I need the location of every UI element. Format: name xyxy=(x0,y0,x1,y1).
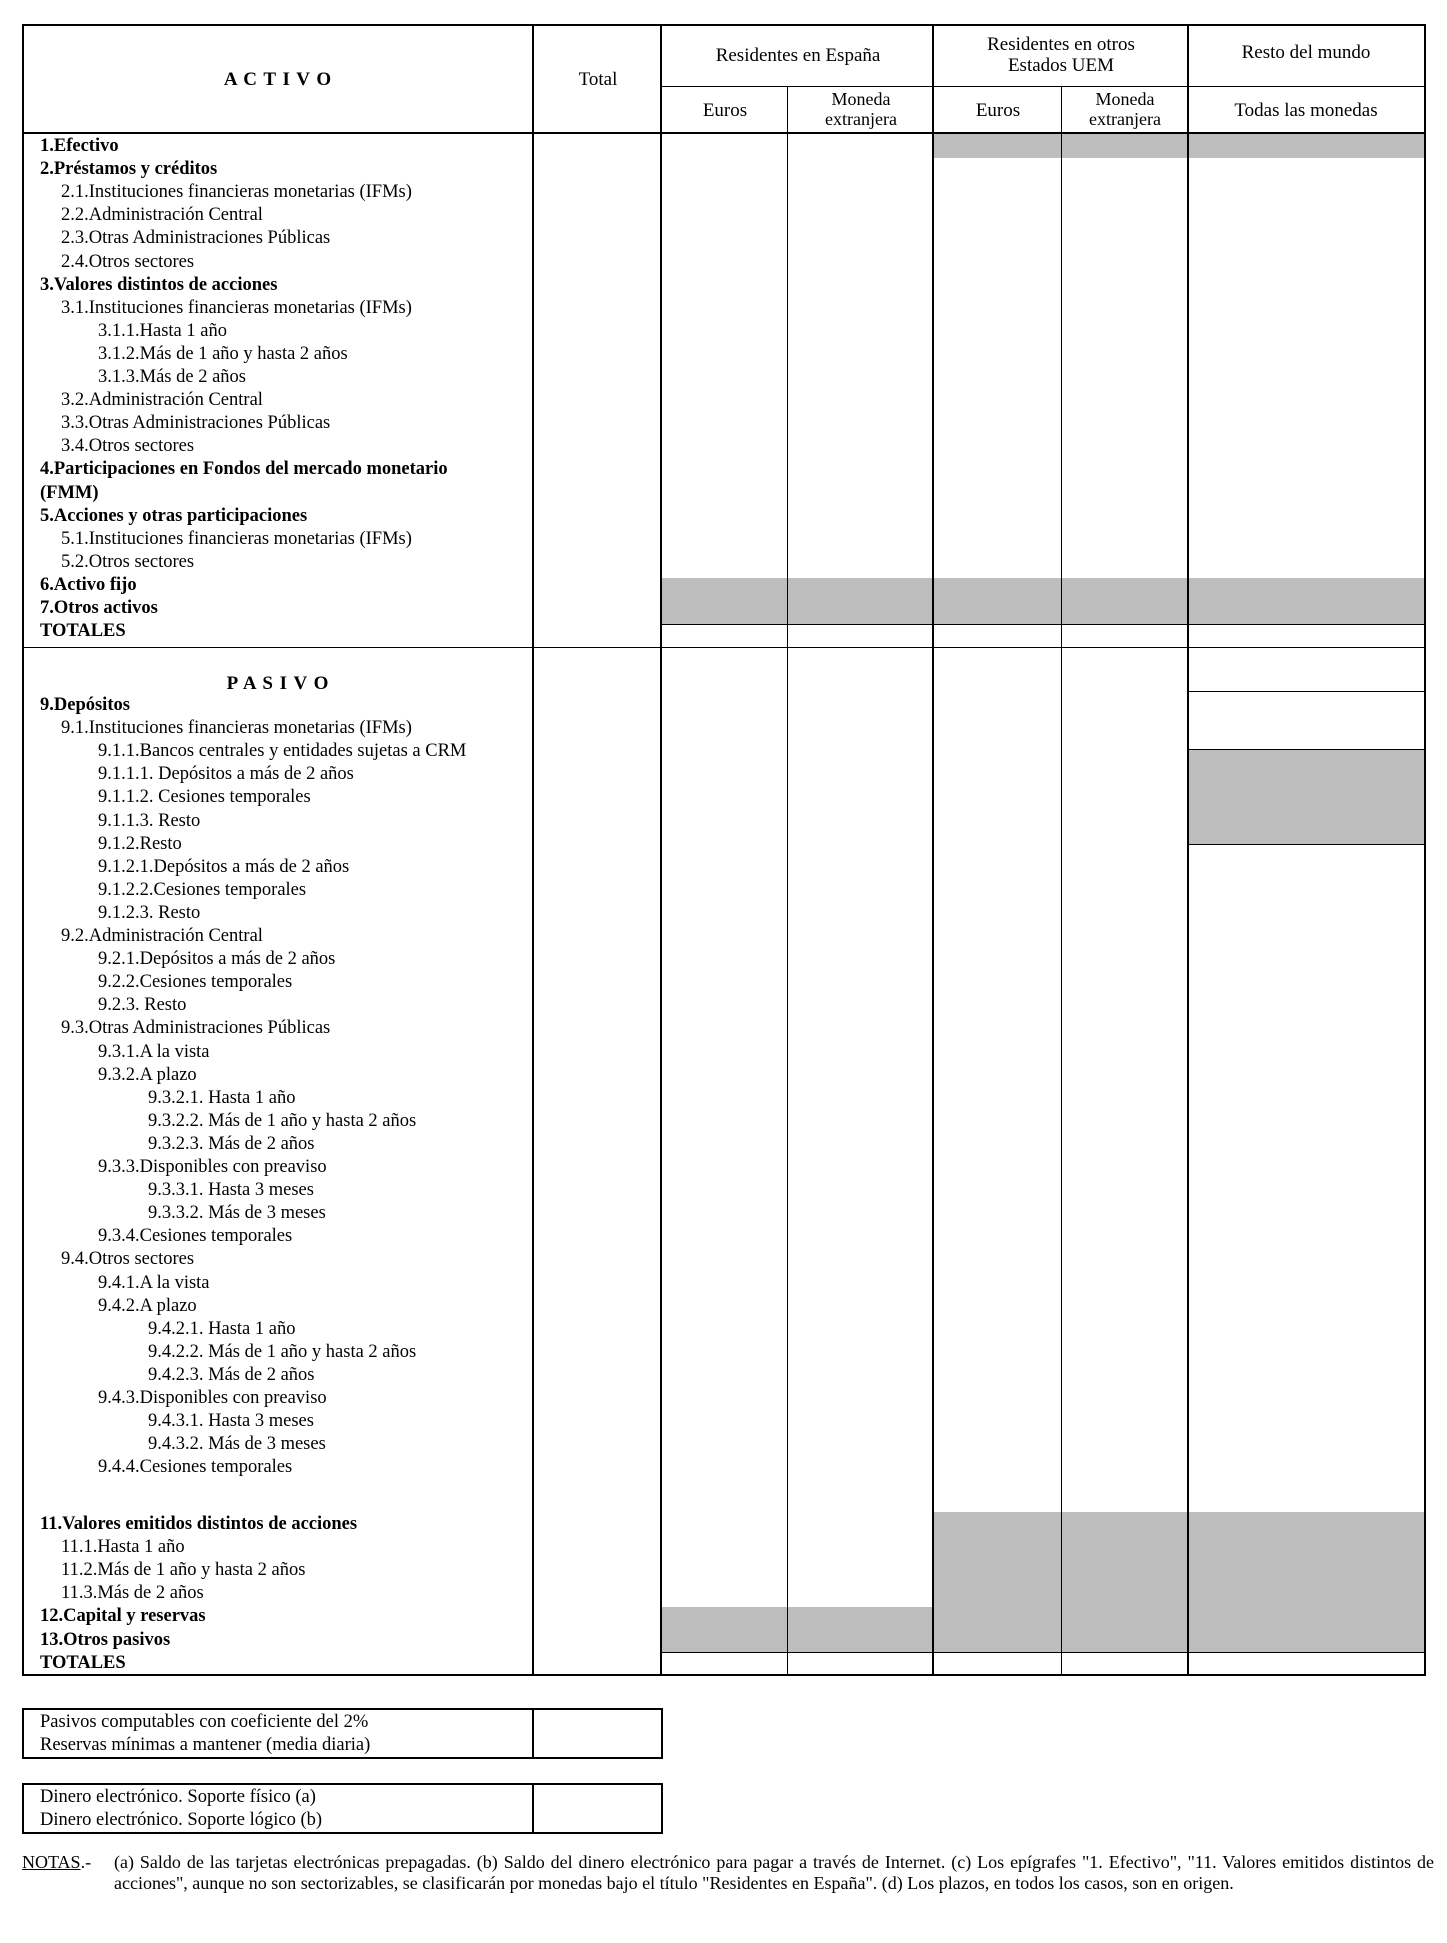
shade-capital-reservas xyxy=(662,1607,934,1652)
row-label: 9.4.3.2. Más de 3 meses xyxy=(148,1434,326,1455)
row-label: 3.1.1.Hasta 1 año xyxy=(98,320,227,341)
row-label: 9.4.1.A la vista xyxy=(98,1272,210,1293)
row-label: 9.1.Instituciones financieras monetarias (IFMs) xyxy=(61,718,412,739)
reservas-minimas-label: Reservas mínimas a mantener (media diaria) xyxy=(40,1735,371,1755)
row-label: (FMM) xyxy=(40,482,99,503)
moneda-espana-header: Moneda extranjera xyxy=(825,89,897,129)
row-label: 9.1.1.1. Depósitos a más de 2 años xyxy=(98,764,354,785)
row-label: 9.2.Administración Central xyxy=(61,926,263,946)
row-label: 9.4.3.Disponibles con preaviso xyxy=(98,1388,327,1408)
row-label: 3.2.Administración Central xyxy=(61,390,263,411)
row-label: 6.Activo fijo xyxy=(40,574,137,595)
row-label: 9.3.1.A la vista xyxy=(98,1041,210,1062)
residentes-espana-header: Residentes en España xyxy=(715,44,881,66)
pasivo-header: P A S I V O xyxy=(226,672,330,694)
activo-totales-line xyxy=(662,624,1424,625)
row-label: 9.3.3.1. Hasta 3 meses xyxy=(148,1180,314,1201)
row-label: 7.Otros activos xyxy=(40,598,158,618)
row-label: 5.2.Otros sectores xyxy=(61,551,195,572)
row-label: 9.3.2.1. Hasta 1 año xyxy=(148,1087,296,1108)
activo-header: A C T I V O xyxy=(223,68,333,90)
pasivo-totales-line xyxy=(662,1652,1424,1653)
row-label: 9.1.2.3. Resto xyxy=(98,902,201,923)
resto-mundo-header: Resto del mundo xyxy=(1241,41,1371,63)
row-label: TOTALES xyxy=(40,621,126,642)
row-label: 2.1.Instituciones financieras monetarias (IFMs) xyxy=(61,182,412,203)
row-label: 9.2.3. Resto xyxy=(98,995,187,1016)
row-label: 11.3.Más de 2 años xyxy=(61,1583,204,1604)
row-label: 13.Otros pasivos xyxy=(40,1629,171,1650)
row-label: 9.3.Otras Administraciones Públicas xyxy=(61,1018,331,1039)
shade-bancos-centrales xyxy=(1188,749,1424,844)
row-label: 9.3.2.2. Más de 1 año y hasta 2 años xyxy=(148,1110,417,1131)
row-label: 3.1.2.Más de 1 año y hasta 2 años xyxy=(98,343,348,364)
row-label: 9.4.Otros sectores xyxy=(61,1249,195,1270)
row-label: 9.4.4.Cesiones temporales xyxy=(98,1457,293,1478)
row-label: 9.4.3.1. Hasta 3 meses xyxy=(148,1411,314,1432)
col-line xyxy=(1187,24,1189,1676)
row-label: 5.1.Instituciones financieras monetarias (IFMs) xyxy=(61,528,412,549)
notas-label xyxy=(22,1852,91,1873)
row-label: 3.1.Instituciones financieras monetarias (IFMs) xyxy=(61,297,412,318)
header-subline xyxy=(662,86,1424,87)
row-label: 11.2.Más de 1 año y hasta 2 años xyxy=(61,1560,306,1581)
reservas-box-divider xyxy=(532,1708,534,1759)
shade-activo-fijo-otros xyxy=(662,578,1424,624)
row-label: 12.Capital y reservas xyxy=(40,1606,206,1627)
row-label: 3.3.Otras Administraciones Públicas xyxy=(61,413,331,434)
euros-espana-header: Euros xyxy=(702,99,748,121)
row-label: 9.4.2.A plazo xyxy=(98,1295,197,1316)
row-label: TOTALES xyxy=(40,1652,126,1673)
row-label: 11.1.Hasta 1 año xyxy=(61,1537,185,1558)
row-label: 3.1.3.Más de 2 años xyxy=(98,367,246,387)
row-label: 1.Efectivo xyxy=(40,136,119,156)
total-header: Total xyxy=(578,68,618,90)
row-label: 9.1.1.3. Resto xyxy=(98,810,201,831)
col-line xyxy=(787,86,788,1676)
row-label: 9.3.2.3. Más de 2 años xyxy=(148,1133,315,1154)
shade-valores-emitidos xyxy=(934,1512,1424,1652)
row-label: 3.Valores distintos de acciones xyxy=(40,274,278,295)
row-label: 9.3.3.2. Más de 3 meses xyxy=(148,1203,326,1224)
row-label: 5.Acciones y otras participaciones xyxy=(40,505,308,526)
moneda-uem-header: Moneda extranjera xyxy=(1089,89,1161,129)
soporte-logico-label: Dinero electrónico. Soporte lógico (b) xyxy=(40,1810,323,1830)
row-label: 9.1.2.2.Cesiones temporales xyxy=(98,879,307,900)
row-label: 9.1.1.2. Cesiones temporales xyxy=(98,787,311,808)
row-label: 4.Participaciones en Fondos del mercado monetario xyxy=(40,459,448,480)
pasivos-computables-label: Pasivos computables con coeficiente del 2% xyxy=(40,1712,369,1732)
row-label: 9.4.2.1. Hasta 1 año xyxy=(148,1318,296,1339)
row-label: 3.4.Otros sectores xyxy=(61,436,195,457)
notas-title: NOTAS xyxy=(22,1852,81,1872)
row-label: 9.4.2.2. Más de 1 año y hasta 2 años xyxy=(148,1341,417,1362)
row-label: 2.Préstamos y créditos xyxy=(40,159,218,180)
row-label: 9.1.2.Resto xyxy=(98,833,182,854)
residentes-uem-header: Residentes en otros Estados UEM xyxy=(987,34,1135,76)
notas-text: (a) Saldo de las tarjetas electrónicas prepagadas. (b) Saldo del dinero electrónico para pagar a través de Internet. (c) Los epígrafes "1. Efectivo", "11. Valores emitidos distintos de acciones", aunque no son sectorizables, se clasificarán por monedas bajo el título "Residentes en España". (d) Los plazos, en todos los casos, son en origen. xyxy=(114,1852,1434,1893)
col-line xyxy=(532,24,534,1676)
euros-uem-header: Euros xyxy=(975,99,1021,121)
dinero-box-divider xyxy=(532,1783,534,1834)
row-label: 9.1.1.Bancos centrales y entidades sujetas a CRM xyxy=(98,741,467,762)
soporte-fisico-label: Dinero electrónico. Soporte físico (a) xyxy=(40,1787,316,1807)
row-label: 9.2.2.Cesiones temporales xyxy=(98,972,293,993)
row-label: 2.2.Administración Central xyxy=(61,205,263,226)
activo-bottom-line xyxy=(24,647,1424,648)
resto-pasivo-line2 xyxy=(1188,844,1424,845)
col-line xyxy=(932,24,934,1676)
col-line xyxy=(660,24,662,1676)
row-label: 9.3.4.Cesiones temporales xyxy=(98,1226,293,1247)
row-label: 2.3.Otras Administraciones Públicas xyxy=(61,228,331,249)
row-label: 2.4.Otros sectores xyxy=(61,251,195,272)
row-label: 9.3.3.Disponibles con preaviso xyxy=(98,1157,327,1177)
resto-pasivo-top xyxy=(1188,691,1424,692)
row-label: 9.4.2.3. Más de 2 años xyxy=(148,1364,315,1385)
col-line xyxy=(1061,86,1062,1676)
row-label: 9.1.2.1.Depósitos a más de 2 años xyxy=(98,856,350,877)
notas-dash: .- xyxy=(80,1852,92,1872)
row-label: 11.Valores emitidos distintos de acciones xyxy=(40,1514,358,1534)
shade-efectivo xyxy=(934,134,1424,158)
resto-pasivo-line xyxy=(1188,749,1424,750)
row-label: 9.2.1.Depósitos a más de 2 años xyxy=(98,949,336,970)
header-bottom-line xyxy=(24,132,1424,134)
row-label: 9.3.2.A plazo xyxy=(98,1064,197,1085)
row-label: 9.Depósitos xyxy=(40,695,130,715)
todas-monedas-header: Todas las monedas xyxy=(1234,99,1378,121)
